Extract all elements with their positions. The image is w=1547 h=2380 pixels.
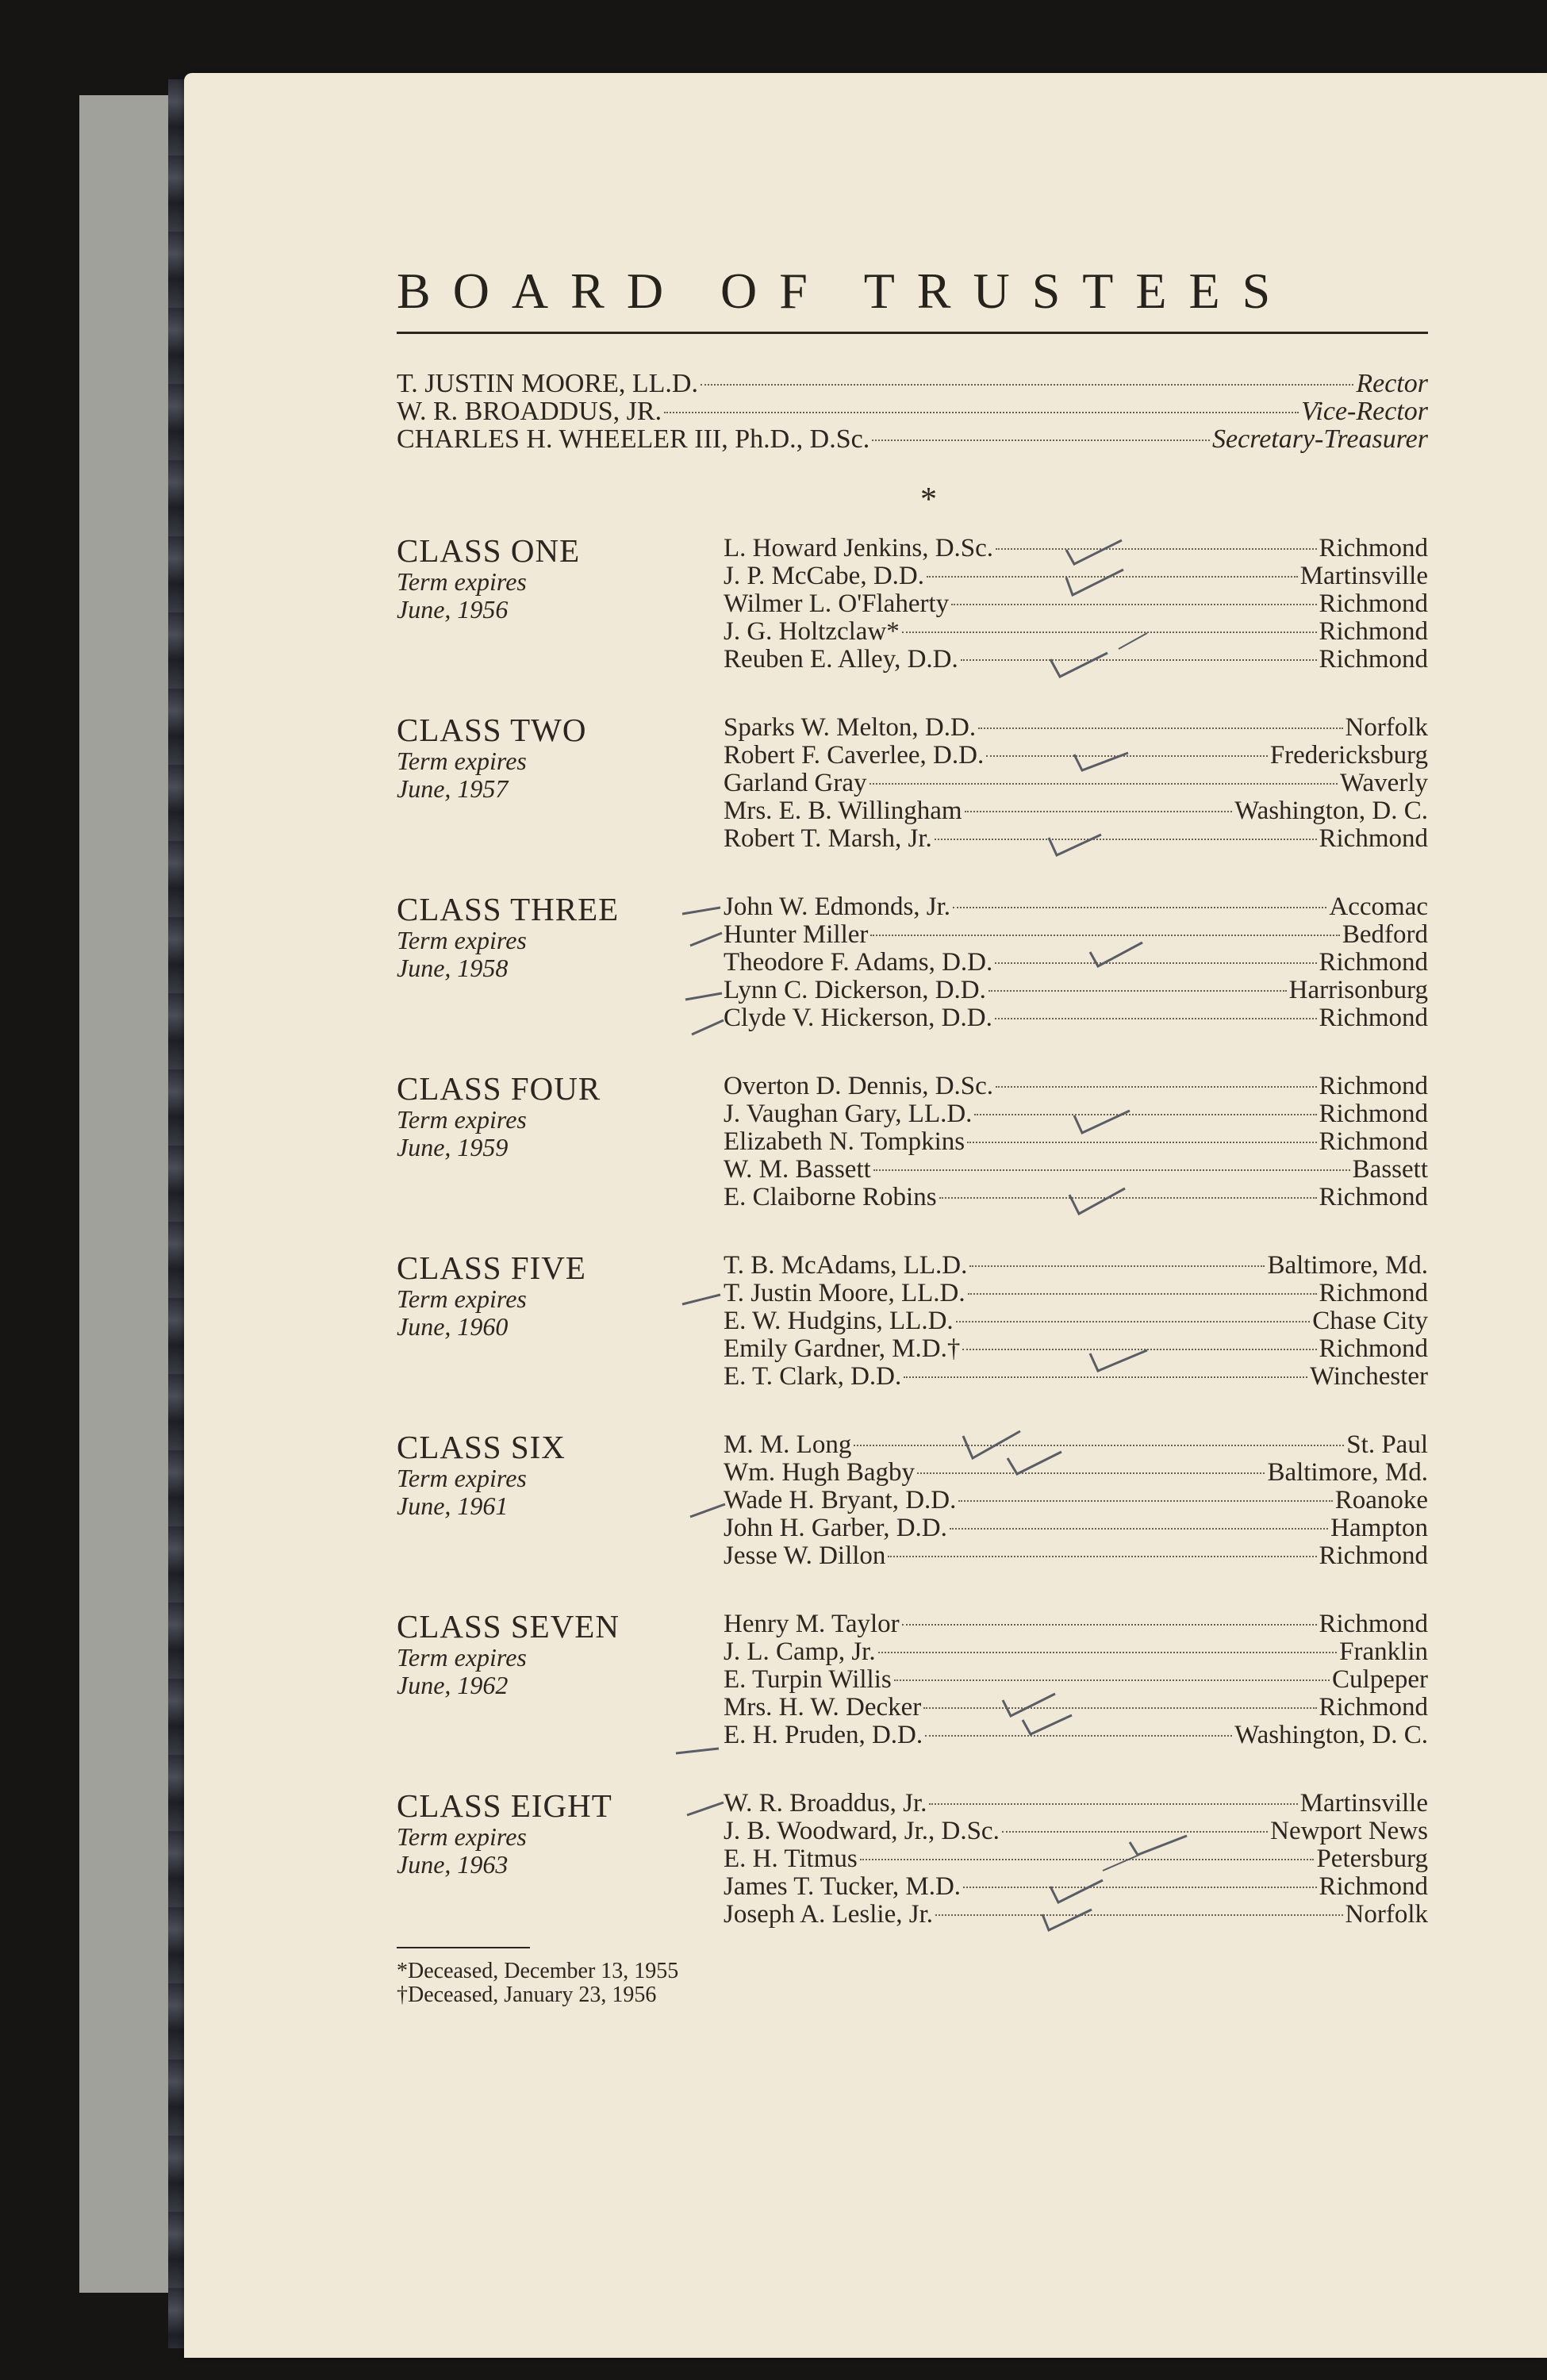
member-row	[724, 1252, 1428, 1280]
dot-leader	[860, 1859, 1315, 1860]
member-name: M. M. Long	[724, 1430, 852, 1459]
member-row	[724, 1818, 1428, 1845]
member-place: Harrisonburg	[1288, 976, 1428, 1004]
member-name: Sparks W. Melton, D.D.	[724, 713, 977, 742]
member-row	[724, 1128, 1428, 1156]
dot-leader	[963, 1887, 1316, 1888]
member-row	[724, 1722, 1428, 1749]
member-name: J. P. McCabe, D.D.	[724, 562, 924, 590]
member-row	[724, 1610, 1428, 1638]
dot-leader	[950, 1528, 1328, 1530]
member-place: Richmond	[1319, 1541, 1428, 1570]
member-row	[724, 1335, 1428, 1363]
member-list	[724, 1790, 1428, 1929]
member-place: Newport News	[1270, 1817, 1428, 1845]
dot-leader	[935, 1914, 1343, 1916]
member-row	[724, 1487, 1428, 1514]
member-list	[724, 893, 1428, 1032]
member-name: T. Justin Moore, LL.D.	[724, 1279, 965, 1307]
dot-leader	[995, 1018, 1317, 1019]
dot-leader	[872, 440, 1210, 441]
member-row	[724, 1845, 1428, 1873]
member-place: Roanoke	[1334, 1486, 1428, 1514]
member-name: L. Howard Jenkins, D.Sc.	[724, 534, 994, 562]
member-place: Richmond	[1319, 1072, 1428, 1100]
member-place: Richmond	[1319, 1693, 1428, 1722]
member-row	[724, 1307, 1428, 1335]
member-place: St. Paul	[1346, 1430, 1428, 1459]
term-date: June, 1961	[397, 1491, 509, 1520]
officer-row	[397, 397, 1428, 425]
member-place: Petersburg	[1316, 1844, 1428, 1873]
class-heading: CLASS ONE	[397, 532, 581, 569]
member-name: E. T. Clark, D.D.	[724, 1362, 902, 1391]
member-place: Chase City	[1312, 1307, 1428, 1335]
term-label: Term expires	[397, 1822, 527, 1851]
member-name: Hunter Miller	[724, 920, 869, 949]
dot-leader	[939, 1197, 1317, 1199]
class-label	[397, 533, 698, 624]
member-row	[724, 618, 1428, 646]
term-label: Term expires	[397, 1284, 527, 1313]
member-name: Wade H. Bryant, D.D.	[724, 1486, 957, 1514]
member-row	[724, 1638, 1428, 1666]
officer-role: Vice-Rector	[1301, 397, 1428, 426]
member-name: E. H. Pruden, D.D.	[724, 1721, 923, 1749]
class-label	[397, 712, 698, 803]
member-name: Robert F. Caverlee, D.D.	[724, 741, 985, 770]
member-list	[724, 714, 1428, 853]
term-date: June, 1959	[397, 1133, 509, 1161]
dot-leader	[701, 384, 1353, 386]
officer-name: T. JUSTIN MOORE, LL.D.	[397, 369, 698, 398]
dot-leader	[962, 1349, 1316, 1350]
member-name: Henry M. Taylor	[724, 1610, 900, 1638]
member-place: Richmond	[1319, 948, 1428, 977]
member-place: Accomac	[1329, 892, 1428, 921]
officer-name: W. R. BROADDUS, JR.	[397, 397, 662, 426]
member-place: Richmond	[1319, 1872, 1428, 1901]
class-label	[397, 1430, 698, 1520]
member-place: Richmond	[1319, 1279, 1428, 1307]
member-name: E. Turpin Willis	[724, 1665, 892, 1694]
member-name: J. Vaughan Gary, LL.D.	[724, 1100, 973, 1128]
member-place: Richmond	[1319, 534, 1428, 562]
dot-leader	[894, 1679, 1330, 1681]
class-heading: CLASS THREE	[397, 891, 620, 927]
dot-leader	[854, 1445, 1344, 1446]
member-name: Joseph A. Leslie, Jr.	[724, 1900, 933, 1929]
dot-leader	[902, 1624, 1317, 1626]
member-name: Garland Gray	[724, 769, 867, 797]
officer-row	[397, 370, 1428, 397]
member-place: Norfolk	[1345, 713, 1428, 742]
member-name: E. Claiborne Robins	[724, 1183, 937, 1211]
member-name: Wm. Hugh Bagby	[724, 1458, 916, 1487]
dot-leader	[888, 1556, 1316, 1557]
dot-leader	[961, 659, 1317, 661]
class-heading: CLASS EIGHT	[397, 1787, 612, 1824]
term-date: June, 1958	[397, 954, 509, 982]
term-label: Term expires	[397, 1643, 527, 1672]
class-label	[397, 1609, 698, 1699]
title-rule	[397, 332, 1428, 334]
member-place: Richmond	[1319, 617, 1428, 646]
dot-leader	[902, 631, 1317, 633]
dot-leader	[978, 727, 1342, 729]
member-row	[724, 1100, 1428, 1128]
term-label: Term expires	[397, 747, 527, 775]
member-name: J. L. Camp, Jr.	[724, 1637, 876, 1666]
dot-leader	[988, 990, 1287, 992]
dot-leader	[873, 1169, 1350, 1171]
member-name: E. H. Titmus	[724, 1844, 858, 1873]
member-name: W. M. Bassett	[724, 1155, 871, 1184]
dot-leader	[958, 1500, 1332, 1502]
dot-leader	[664, 412, 1299, 413]
member-row	[724, 1431, 1428, 1459]
term-label: Term expires	[397, 1105, 527, 1134]
member-row	[724, 977, 1428, 1004]
dot-leader	[956, 1321, 1311, 1322]
footnote: *Deceased, December 13, 1955	[397, 1959, 679, 1983]
member-row	[724, 797, 1428, 825]
member-row	[724, 1156, 1428, 1184]
member-name: E. W. Hudgins, LL.D.	[724, 1307, 954, 1335]
dot-leader	[965, 811, 1233, 812]
term-date: June, 1956	[397, 595, 509, 624]
member-row	[724, 1184, 1428, 1211]
term-label: Term expires	[397, 1464, 527, 1492]
member-name: Clyde V. Hickerson, D.D.	[724, 1004, 992, 1032]
member-place: Winchester	[1310, 1362, 1428, 1391]
dot-leader	[870, 935, 1339, 936]
member-name: Mrs. E. B. Willingham	[724, 797, 962, 825]
term-label: Term expires	[397, 926, 527, 954]
dot-leader	[968, 1293, 1317, 1295]
member-name: T. B. McAdams, LL.D.	[724, 1251, 968, 1280]
member-row	[724, 1459, 1428, 1487]
dot-leader	[974, 1114, 1316, 1115]
class-heading: CLASS TWO	[397, 712, 587, 748]
member-place: Richmond	[1319, 1610, 1428, 1638]
member-place: Richmond	[1319, 645, 1428, 674]
member-place: Richmond	[1319, 1183, 1428, 1211]
dot-leader	[923, 1707, 1316, 1709]
footnotes	[397, 1960, 678, 2007]
dot-leader	[986, 755, 1268, 757]
dot-leader	[935, 839, 1317, 840]
member-place: Washington, D. C.	[1234, 1721, 1428, 1749]
page-title: BOARD OF TRUSTEES	[397, 263, 1293, 319]
member-place: Hampton	[1330, 1514, 1428, 1542]
officers-list	[397, 370, 1428, 453]
class-heading: CLASS FIVE	[397, 1250, 586, 1286]
dot-leader	[1002, 1831, 1268, 1833]
footnote-rule	[397, 1947, 530, 1948]
term-date: June, 1962	[397, 1671, 509, 1699]
member-row	[724, 921, 1428, 949]
member-place: Culpeper	[1332, 1665, 1428, 1694]
member-place: Washington, D. C.	[1234, 797, 1428, 825]
asterisk-ornament-icon: *	[920, 482, 937, 518]
member-name: Robert T. Marsh, Jr.	[724, 824, 932, 853]
officer-name: CHARLES H. WHEELER III, Ph.D., D.Sc.	[397, 424, 870, 454]
class-label	[397, 892, 698, 982]
member-row	[724, 1666, 1428, 1694]
class-heading: CLASS SEVEN	[397, 1608, 620, 1645]
dot-leader	[996, 1086, 1316, 1088]
member-name: James T. Tucker, M.D.	[724, 1872, 962, 1901]
class-label	[397, 1788, 698, 1879]
member-place: Martinsville	[1299, 1789, 1428, 1818]
term-label: Term expires	[397, 567, 527, 596]
term-date: June, 1957	[397, 774, 509, 803]
member-place: Richmond	[1319, 1100, 1428, 1128]
member-place: Waverly	[1340, 769, 1428, 797]
member-place: Baltimore, Md.	[1267, 1251, 1428, 1280]
member-place: Franklin	[1339, 1637, 1428, 1666]
member-name: Reuben E. Alley, D.D.	[724, 645, 958, 674]
officer-role: Secretary-Treasurer	[1212, 424, 1428, 454]
member-row	[724, 590, 1428, 618]
term-date: June, 1960	[397, 1312, 509, 1341]
member-list	[724, 1073, 1428, 1211]
dot-leader	[967, 1142, 1316, 1143]
class-heading: CLASS FOUR	[397, 1070, 601, 1107]
member-row	[724, 535, 1428, 562]
member-name: Theodore F. Adams, D.D.	[724, 948, 993, 977]
dot-leader	[995, 962, 1316, 964]
member-row	[724, 562, 1428, 590]
member-row	[724, 770, 1428, 797]
dot-leader	[951, 604, 1316, 605]
member-place: Richmond	[1319, 1004, 1428, 1032]
dot-leader	[904, 1376, 1307, 1378]
member-place: Bedford	[1342, 920, 1428, 949]
member-row	[724, 1542, 1428, 1570]
member-list	[724, 1252, 1428, 1391]
member-place: Martinsville	[1299, 562, 1428, 590]
member-place: Fredericksburg	[1269, 741, 1428, 770]
member-row	[724, 1073, 1428, 1100]
member-name: Jesse W. Dillon	[724, 1541, 886, 1570]
member-row	[724, 1004, 1428, 1032]
term-date: June, 1963	[397, 1850, 509, 1879]
member-row	[724, 825, 1428, 853]
member-row	[724, 1694, 1428, 1722]
member-name: Emily Gardner, M.D.†	[724, 1334, 961, 1363]
member-list	[724, 1610, 1428, 1749]
class-heading: CLASS SIX	[397, 1429, 566, 1465]
member-row	[724, 893, 1428, 921]
member-row	[724, 1280, 1428, 1307]
member-row	[724, 1790, 1428, 1818]
member-name: John H. Garber, D.D.	[724, 1514, 947, 1542]
footnote: †Deceased, January 23, 1956	[397, 1983, 657, 2007]
member-place: Baltimore, Md.	[1267, 1458, 1428, 1487]
officer-role: Rector	[1356, 369, 1428, 398]
dot-leader	[969, 1265, 1265, 1267]
officer-row	[397, 425, 1428, 453]
member-row	[724, 742, 1428, 770]
member-list	[724, 1431, 1428, 1570]
member-place: Norfolk	[1345, 1900, 1428, 1929]
member-name: Elizabeth N. Tompkins	[724, 1127, 965, 1156]
member-place: Richmond	[1319, 1334, 1428, 1363]
member-name: W. R. Broaddus, Jr.	[724, 1789, 927, 1818]
dot-leader	[953, 907, 1326, 908]
member-row	[724, 949, 1428, 977]
member-name: John W. Edmonds, Jr.	[724, 892, 951, 921]
member-place: Richmond	[1319, 1127, 1428, 1156]
member-row	[724, 1873, 1428, 1901]
member-place: Bassett	[1352, 1155, 1428, 1184]
member-row	[724, 1901, 1428, 1929]
dot-leader	[927, 576, 1298, 578]
member-name: Lynn C. Dickerson, D.D.	[724, 976, 986, 1004]
member-name: J. G. Holtzclaw*	[724, 617, 900, 646]
dot-leader	[929, 1803, 1297, 1805]
dot-leader	[996, 548, 1316, 550]
member-name: J. B. Woodward, Jr., D.Sc.	[724, 1817, 1000, 1845]
dot-leader	[878, 1652, 1338, 1653]
member-name: Wilmer L. O'Flaherty	[724, 589, 950, 618]
member-row	[724, 646, 1428, 674]
member-name: Mrs. H. W. Decker	[724, 1693, 922, 1722]
dot-leader	[869, 783, 1338, 785]
class-label	[397, 1071, 698, 1161]
member-row	[724, 1514, 1428, 1542]
dot-leader	[917, 1472, 1265, 1474]
class-label	[397, 1250, 698, 1341]
member-place: Richmond	[1319, 589, 1428, 618]
member-row	[724, 714, 1428, 742]
member-row	[724, 1363, 1428, 1391]
member-place: Richmond	[1319, 824, 1428, 853]
member-list	[724, 535, 1428, 674]
dot-leader	[925, 1735, 1232, 1737]
member-name: Overton D. Dennis, D.Sc.	[724, 1072, 994, 1100]
